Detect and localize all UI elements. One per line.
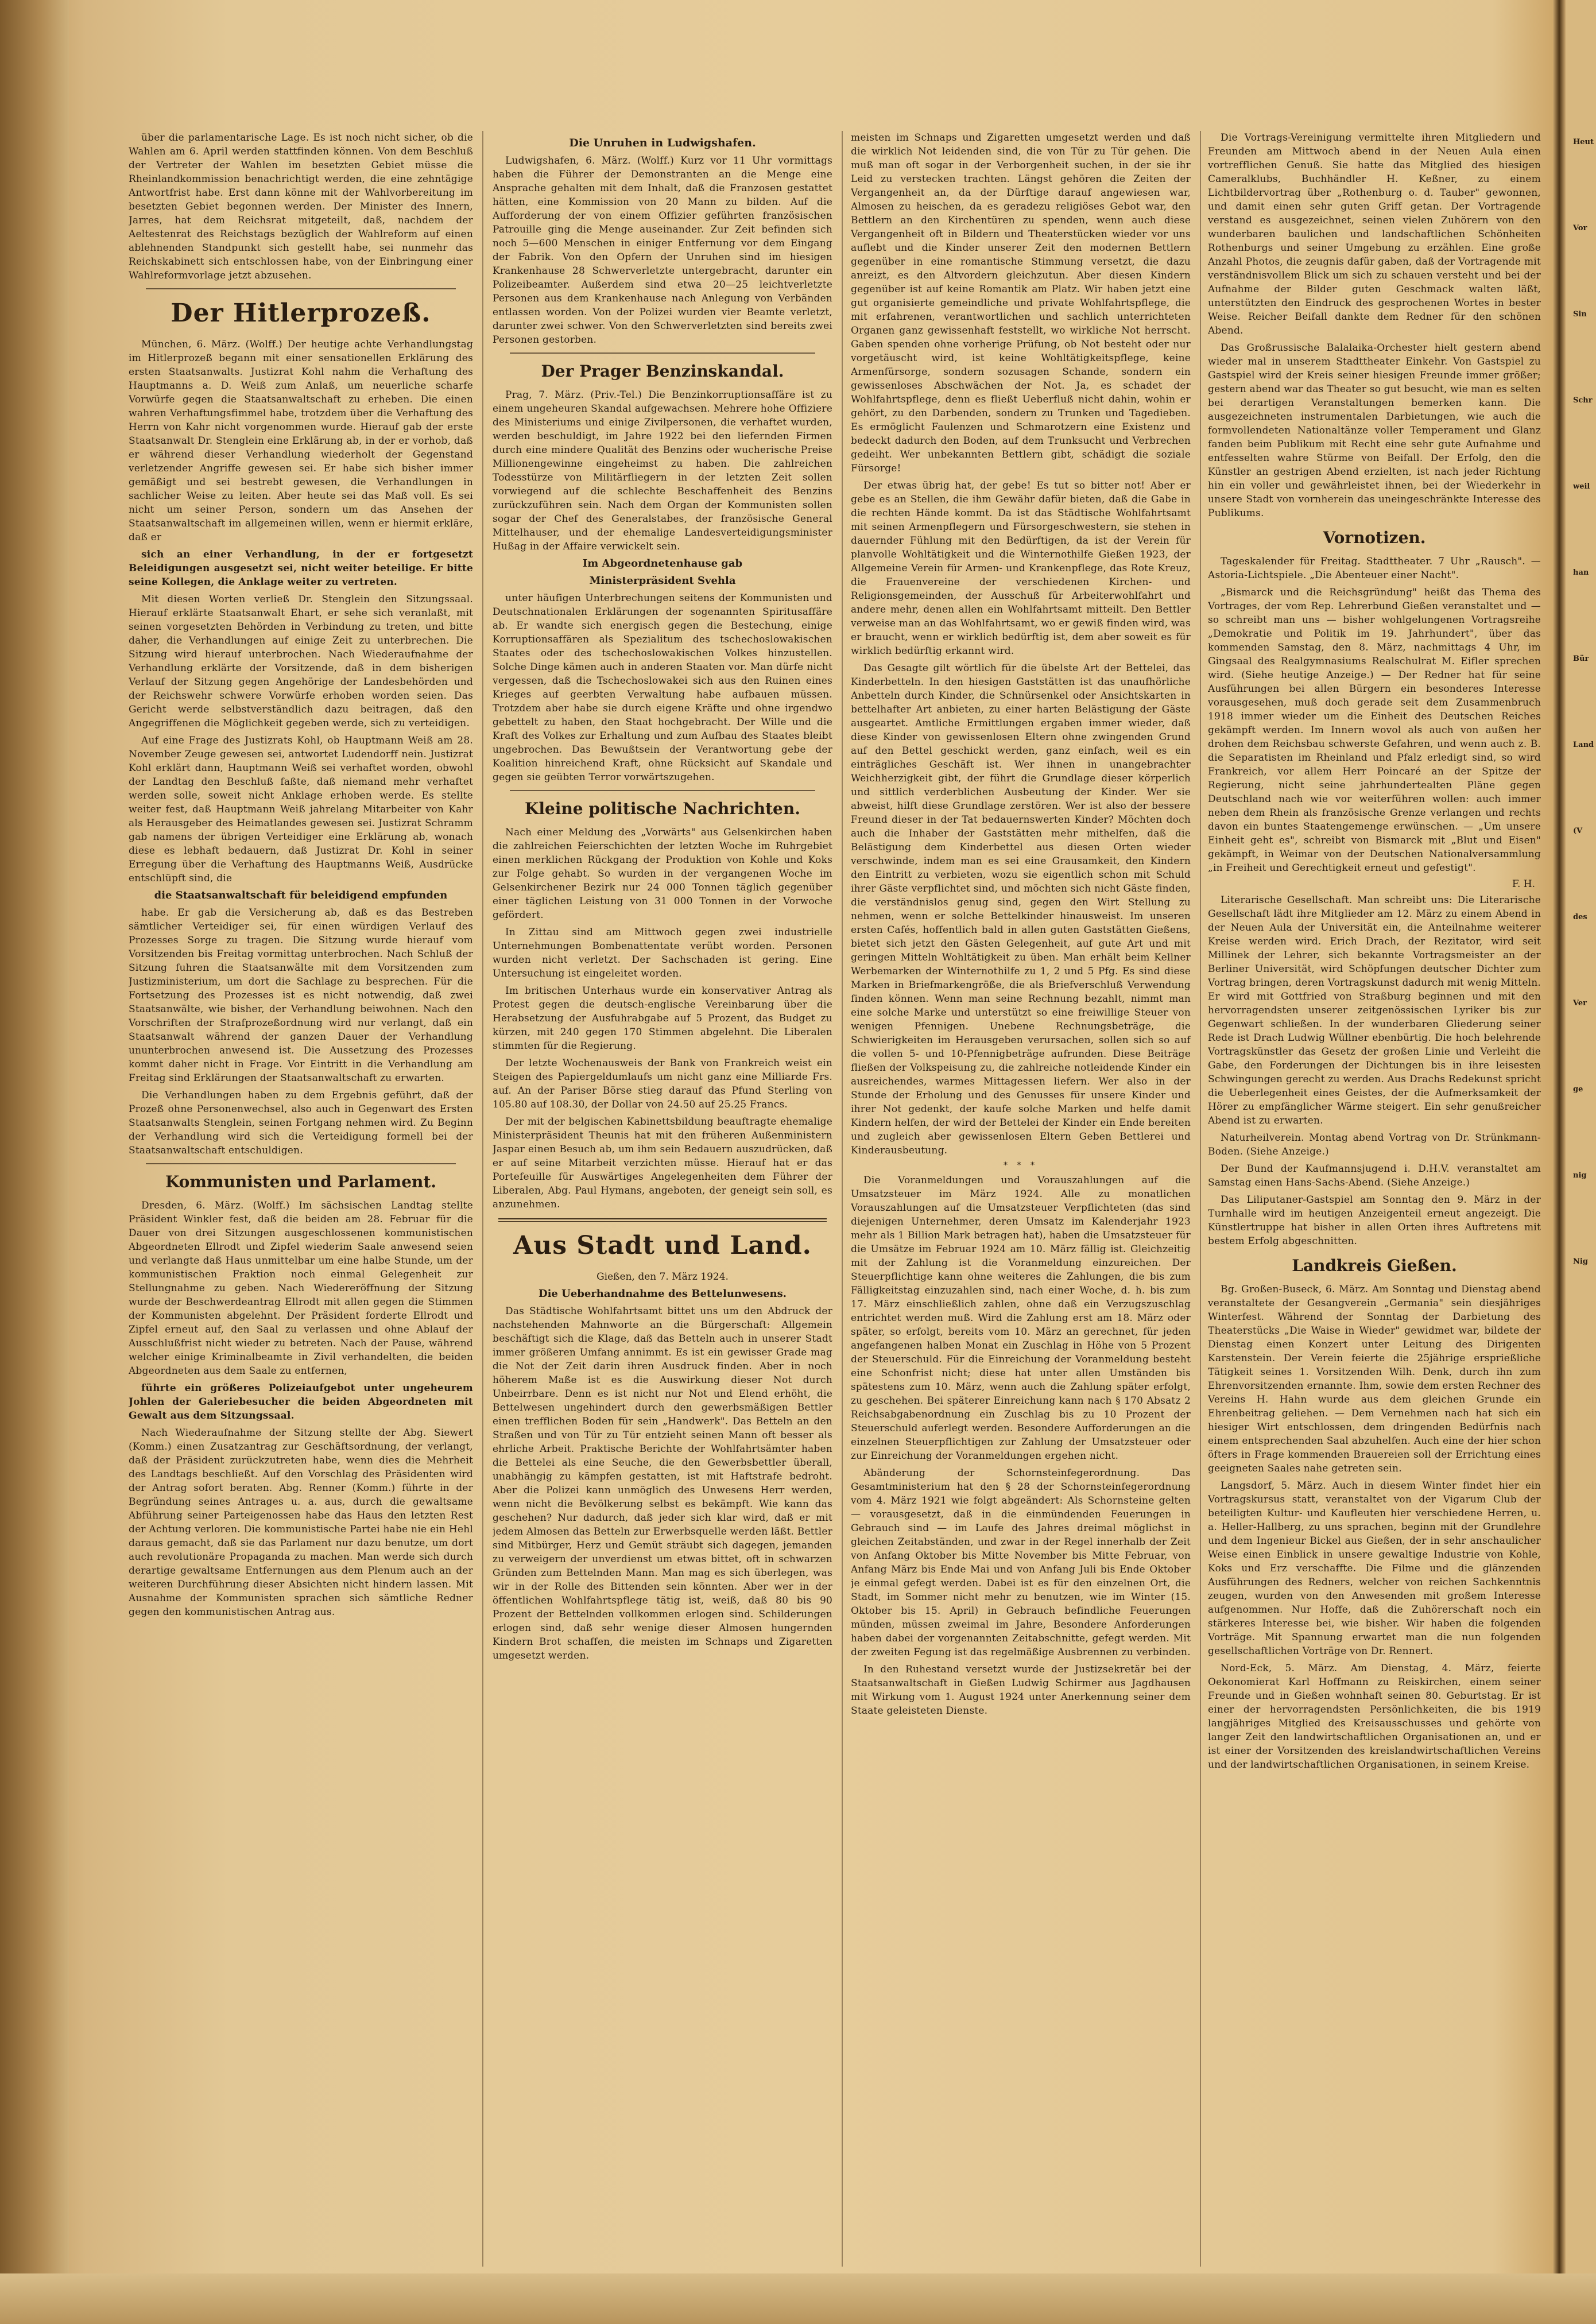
article-paragraph: über die parlamentarische Lage. Es ist noch nicht sicher, ob die Wahlen am 6. April werden stattfinden können. Von dem Beschluß der Vertreter der Wahlen im besetzten Gebiet müsse die Rheinlandkommission benachrichtigt werden, die eine zehntägige Antwortfrist habe. Erst dann könne mit der Wahlvorbereitung im besetzten Gebiet begonnen werden. Der Minister des Innern, Jarres, hat dem Reichsrat mitgeteilt, daß, nachdem der Aeltestenrat des Reichstags bezüglich der Wahlreform auf einen ablehnenden Standpunkt sich gestellt habe, sei nunmehr das Reichskabinett sich entschlossen habe, von der Einbringung einer Wahlreformvorlage jetzt abzusehen. <box>129 132 473 281</box>
signature: F. H. <box>1512 878 1535 890</box>
subheading: Im Abgeordnetenhause gab <box>582 557 743 570</box>
adjacent-page-fragment: Schr <box>1573 396 1593 405</box>
article-paragraph: Die Voranmeldungen und Vorauszahlungen auf die Umsatzsteuer im März 1924. Alle zu monatlichen Vorauszahlungen auf die Umsatzsteuer Verpflichteten (das sind diejenigen Unternehmer, deren Umsatz im Kalenderjahr 1923 mehr als 1 Billion Mark betragen hat), haben die Umsatzsteuer für die Umsätze im Februar 1924 am 10. März fällig ist. Gleichzeitig mit der Zahlung ist die Voranmeldung einzureichen. Der Steuerpflichtige kann ohne weiteres die Zahlungen, die bis zum Fälligkeitstag einzuzahlen sind, nach einer Woche, d. h. bis zum 17. März einschließlich zahlen, ohne daß ein Verzugszuschlag entrichtet werden muß. Wird die Zahlung erst am 18. März oder später, so erfolgt, bereits vom 10. März an gerechnet, für jeden angefangenen halben Monat ein Zuschlag in Höhe von 5 Prozent der Steuerschuld. Für die Einreichung der Voranmeldung besteht eine Schonfrist nicht; diese hat unter allen Umständen bis spätestens zum 10. März, wenn auch die Zahlung später erfolgt, zu geschehen. Bei späterer Einreichung kann nach § 170 Absatz 2 Reichsabgabenordnung ein Zuschlag bis zu 10 Prozent der Steuerschuld auferlegt werden. Besondere Aufforderungen an die einzelnen Steuerpflichtigen zur Zahlung der Umsatzsteuer oder zur Einreichung der Voranmeldungen ergehen nicht. <box>851 1175 1191 1462</box>
article-paragraph: München, 6. März. (Wolff.) Der heutige achte Verhandlungstag im Hitlerprozeß begann mit einer sensationellen Erklärung des ersten Staatsanwalts. Justizrat Kohl nahm die Verhaftung des Hauptmanns a. D. Weiß zum Anlaß, um neuerliche scharfe Vorwürfe gegen die Staatsanwaltschaft zu erheben. Die einen wahren Verhaftungsfimmel habe, trotzdem über die Verhaftung des Herrn von Kahr nicht vorgenommen wurde. Hierauf gab der erste Staatsanwalt Dr. Stenglein eine Erklärung ab, in der er vorhob, daß er während dieser Verhandlung wiederholt der Gegenstand verletzender Angriffe gewesen sei. Er habe sich bisher immer gemäßigt und sei bestrebt gewesen, die Verhandlungen in sachlicher Weise zu leiten. Aber heute sei das Maß voll. Es sei nicht um seiner Person, sondern um das Ansehen der Staatsanwaltschaft im allgemeinen willen, wenn er hiermit erkläre, daß er <box>129 339 473 543</box>
column-rule <box>1200 131 1201 2267</box>
dateline: Gießen, den 7. März 1924. <box>596 1271 729 1283</box>
separator <box>146 1163 456 1164</box>
adjacent-page-fragment: Nig <box>1573 1257 1588 1266</box>
adjacent-page-fragment: han <box>1573 568 1589 577</box>
article-paragraph: Nord-Eck, 5. März. Am Dienstag, 4. März, feierte Oekonomierat Karl Hoffmann zu Reiskirchen, einem seiner Freunde und in Gießen wohnhaft seinen 80. Geburtstag. Er ist einer der hervorragendsten Persönlichkeiten, die bis 1919 langjähriges Mitglied des Kreisausschusses und gehörte von langer Zeit den landwirtschaftlichen Organisationen an, und er ist einer der Vorsitzenden des kreislandwirtschaftlichen Vereins und der landwirtschaftlichen Organisationen, in seinem Kreise. <box>1208 1663 1541 1771</box>
article-paragraph: Tageskalender für Freitag. Stadttheater. 7 Uhr „Rausch". — Astoria-Lichtspiele. „Die Abenteuer einer Nacht". <box>1208 556 1541 581</box>
adjacent-page-fragment: weil <box>1573 482 1590 491</box>
article-paragraph: Die Verhandlungen haben zu dem Ergebnis geführt, daß der Prozeß ohne Personenwechsel, also auch in Gegenwart des Ersten Staatsanwalts Stenglein, seinen Fortgang nehmen wird. Zu Beginn der Verhandlung wird sich die Verteidigung formell bei der Staatsanwaltschaft entschuldigen. <box>129 1090 473 1156</box>
adjacent-page-fragment: des <box>1573 913 1587 921</box>
headline-kleine-nachrichten: Kleine politische Nachrichten. <box>525 799 800 818</box>
headline-prager-benzinskandal: Der Prager Benzinskandal. <box>541 362 784 381</box>
article-paragraph: Nach Wiederaufnahme der Sitzung stellte der Abg. Siewert (Komm.) einen Zusatzantrag zur Geschäftsordnung, der verlangt, daß der Präsident zurückzutreten habe, wenn dies die Mehrheit des Landtags beschließt. Auf den Vorschlag des Präsidenten wird der Antrag sofort beraten. Abg. Renner (Komm.) führte in der Begründung seines Antrages u. a. aus, durch die gewaltsame Abführung seiner Parteigenossen habe das Haus den letzten Rest der Achtung verloren. Die kommunistische Partei habe nie ein Hehl daraus gemacht, daß sie das Parlament nur dazu benutze, um dort auch revolutionäre Propaganda zu machen. Man werde sich durch derartige gewaltsame Entfernungen aus dem Plenum auch an der weiteren Durchführung dieser Absichten nicht hindern lassen. Mit Ausnahme der Kommunisten sprachen sich sämtliche Redner gegen den kommunistischen Antrag aus. <box>129 1427 473 1618</box>
column-rule <box>482 131 483 2267</box>
headline-kommunisten: Kommunisten und Parlament. <box>165 1172 437 1191</box>
article-paragraph: Auf eine Frage des Justizrats Kohl, ob Hauptmann Weiß am 28. November Zeuge gewesen sei, antwortet Ludendorff nein. Justizrat Kohl erklärt dann, Hauptmann Weiß sei verhaftet worden, obwohl der Landtag den Beschluß faßte, daß niemand mehr verhaftet werden solle, soweit nicht Anklage erhoben werde. Es stellte weiter fest, daß Hauptmann Weiß jahrelang Mitarbeiter von Kahr als Herausgeber des Heimatlandes gewesen sei. Justizrat Schramm gab namens der übrigen Verteidiger eine Erklärung ab, wonach diese es lebhaft bedauern, daß Justizrat Dr. Kohl in seiner Erregung über die Verhaftung des Hauptmanns Weiß, Ausdrücke entschlüpft sind, die <box>129 735 473 884</box>
column-3 <box>851 131 1191 2267</box>
headline-hitlerprozess: Der Hitlerprozeß. <box>171 299 431 328</box>
article-paragraph: Im britischen Unterhaus wurde ein konservativer Antrag als Protest gegen die deutsch-englische Vereinbarung über die Herabsetzung der Ausfuhrabgabe auf 5 Prozent, das Budget zu kürzen, mit 240 gegen 170 Stimmen abgelehnt. Die Liberalen stimmten für die Regierung. <box>493 985 832 1052</box>
separator <box>146 288 456 289</box>
article-paragraph: Das Städtische Wohlfahrtsamt bittet uns um den Abdruck der nachstehenden Mahnworte an die Bürgerschaft: Allgemein beschäftigt sich die Klage, daß das Betteln auch in unserer Stadt immer größeren Umfang annimmt. Es ist ein gewisser Grade mag die Not der Zeit darin ihren Ausdruck finden. Aber in noch höherem Maße ist es die Auswirkung dieser Not durch Unbeirrbare. Denn es ist nicht nur Not und Elend erhöht, die Bettelwesen ungehindert durch den gewerbsmäßigen Bettler einen trefflichen Boden für sein „Handwerk". Das Betteln an den Straßen und von Tür zu Tür entzieht seinen Mann oft besser als ehrliche Arbeit. Praktische Berichte der Wohlfahrtsämter haben die Bettelei als eine Seuche, die den Gewerbsbettler überall, unabhängig zu kämpfen gestatten, ist mit Haftstrafe bedroht. Aber die Polizei kann unmöglich des Unwesens Herr werden, wenn nicht die Bevölkerung selbst es bekämpft. Wie kann das geschehen? Nur dadurch, daß jeder sich klar wird, daß er mit jedem Almosen das Betteln zur Erwerbsquelle werden läßt. Bettler sind Mitbürger, Herz und Gemüt sträubt sich dagegen, jemanden zu verweigern der unverdienst um etwas bittet, oft in schwarzen Gründen zum Bettelnden Mann. Man mag es sich überlegen, was wir in der Rolle des Bittenden sein könnten. Aber wer in der öffentlichen Wohlfahrtspflege tätig ist, weiß, daß 80 bis 90 Prozent der Bettelnden vollkommen erlogen sind. Schilderungen erlogen sind, daß sehr wenige dieser Almosen hungernden Kindern Brot schaffen, die meisten im Schnaps und Zigaretten umgesetzt werden. <box>493 1306 832 1661</box>
article-paragraph: Der etwas übrig hat, der gebe! Es tut so bitter not! Aber er gebe es an Stellen, die ihm Gewähr dafür bieten, daß die Gabe in die rechten Hände kommt. Da ist das Städtische Wohlfahrtsamt mit seinen Armenpflegern und Fürsorgeschwestern, sie stehen in dauernder Fühlung mit den Bedürftigen, da ist der Verein für planvolle Wohltätigkeit und die Winternothilfe Gießen 1923, der Allgemeine Verein für Armen- und Krankenpflege, das Rote Kreuz, die Frauenvereine der verschiedenen Kirchen- und Religionsgemeinden, der Ausschuß für Arbeiterwohlfahrt und andere mehr, denen allen ein Wohlfahrtsamt mitteilt. Den Bettler verweise man an das Wohlfahrtsamt, wo er gewiß finden wird, was er braucht, wenn er wirklich bedürftig ist, dem aber soweit es für wirklich bedürftig erkannt wird. <box>851 480 1191 657</box>
adjacent-page-edge <box>1566 0 1596 2324</box>
article-paragraph-bold: sich an einer Verhandlung, in der er fortgesetzt Beleidigungen ausgesetzt sei, nicht weiter beteilige. Er bitte seine Kollegen, die Anklage weiter zu vertreten. <box>129 549 473 588</box>
headline-vornotizen: Vornotizen. <box>1323 528 1426 547</box>
article-paragraph: Das Liliputaner-Gastspiel am Sonntag den 9. März in der Turnhalle wird im heutigen Anzeigenteil erneut angezeigt. Die Künstlertruppe hat bisher in allen Orten ihres Auftretens mit bestem Erfolg abgeschnitten. <box>1208 1194 1541 1247</box>
column-4 <box>1208 131 1541 2267</box>
subheading: Ministerpräsident Svehla <box>589 575 736 587</box>
article-paragraph: Das Gesagte gilt wörtlich für die übelste Art der Bettelei, das Kinderbetteln. In den hiesigen Gaststätten ist das unaufhörliche Anbetteln durch Kinder, die Schnürsenkel oder Ansichtskarten in bettelhafter Art anbieten, zu einer harten Belästigung der Gäste ausgeartet. Amtliche Ermittlungen ergaben immer wieder, daß diese Kinder von gewissenlosen Eltern ohne zwingenden Grund auf den Bettel geschickt werden, ganz einfach, weil es ein einträgliches Geschäft ist. Wer ihnen in unangebrachter Weichherzigkeit gibt, der führt die Grundlage dieser körperlich und sittlich verderblichen Ausbeutung der Kinder. Wer sie abweist, hilft diese Grundlage zerstören. Wer ist also der bessere Freund dieser in der Tat bedauernswerten Kinder? Möchten doch auch die Inhaber der Gaststätten mehr mithelfen, daß die Belästigung dem Kinderbettel aus diesen Orten wieder verschwinde, indem man es sei eine Grausamkeit, den Kindern den Eintritt zu verbieten, wozu sie eigentlich schon mit Schuld ihrer Gäste verpflichtet sind, und möchten sich nicht Gäste finden, die verständnislos genug sind, gegen den Wirt Stellung zu nehmen, wenn er solche Bettelkinder hinausweist. Im unseren ersten Cafés, hoffentlich bald in allen guten Gaststätten Gießens, bietet sich jetzt den Gästen Gelegenheit, auf gute Art und mit geringen Mitteln Wohltätigkeit zu üben. Man erhält beim Kellner Werbemarken der Winternothilfe zu 1, 2 und 5 Pfg. Es sind diese Marken in Briefmarkengröße, die als Briefverschluß Verwendung finden können. Wenn man seine Rechnung bezahlt, nimmt man eine solche Marke und unterstützt so eine freiwillige Steuer von wenigen Pfennigen. Unebene Rechnungsbeträge, die Schwierigkeiten im Herausgeben verursachen, sollen sich so auf die vollen 5- und 10-Pfennigbeträge aufrunden. Diese Beiträge fließen der Volkspeisung zu, die zahlreiche notleidende Kinder ein ausreichendes, warmes Mittagessen liefern. Wer also in der Stunde der Erholung und des Genusses für unsere Kinder und ihrer Not gedenkt, der kaufe solche Marken und helfe damit Kindern helfen, der wird der Bettelei der Kinder ein Ende bereiten und zugleich aber gewissenlosen Eltern Geben Bettlerei und Kinderausbeutung. <box>851 663 1191 1156</box>
page-gutter <box>1553 0 1566 2324</box>
article-paragraph-bold: führte ein größeres Polizeiaufgebot unter ungeheurem Johlen der Galeriebesucher die beiden Abgeordneten mit Gewalt aus dem Sitzungssaal. <box>129 1382 473 1421</box>
separator <box>510 790 815 791</box>
star-divider: * * * <box>1004 1161 1038 1170</box>
adjacent-page-fragment: Heut <box>1573 138 1594 146</box>
article-paragraph: Der mit der belgischen Kabinettsbildung beauftragte ehemalige Ministerpräsident Theunis hat mit den früheren Außenministern Jaspar einen Besuch ab, um ihm sein Bedauern auszudrücken, daß er auf seine Mitarbeit verzichten müsse. Hierauf hat er das Portefeuille für Auswärtiges Angelegenheiten dem Führer der Liberalen, Abg. Paul Hymans, angeboten, der geneigt sein soll, es anzunehmen. <box>493 1116 832 1210</box>
article-paragraph: Prag, 7. März. (Priv.-Tel.) Die Benzinkorruptionsaffäre ist zu einem ungeheuren Skandal aufgewachsen. Mehrere hohe Offiziere des Ministeriums und einige Zivilpersonen, die verhaftet wurden, werden beschuldigt, im Jahre 1922 bei den liefernden Firmen durch eine mindere Qualität des Benzins oder wucherische Preise Millionengewinne eingeheimst zu haben. Die zahlreichen Todesstürze von Militärfliegern in der letzten Zeit sollen vorwiegend auf die schlechte Beschaffenheit des Benzins zurückzuführen sein. Nach dem Organ der Kommunisten sollen sogar der Chef des Generalstabes, der französische General Mittelhauser, und der ehemalige Landesverteidigungsminister Hußag in der Affaire verwickelt sein. <box>493 389 832 552</box>
adjacent-page-fragment: Bür <box>1573 654 1589 663</box>
adjacent-page-fragment: Ver <box>1573 999 1587 1008</box>
article-paragraph: Mit diesen Worten verließ Dr. Stenglein den Sitzungssaal. Hierauf erklärte Staatsanwalt Ehart, er sehe sich veranlaßt, mit seinen vorgesetzten Behörden in Verbindung zu treten, und bitte daher, die Verhandlungen auf einige Zeit zu unterbrechen. Die Sitzung wird hierauf unterbrochen. Nach Wiederaufnahme der Verhandlung erklärte der Vorsitzende, daß in dem bisherigen Verlauf der Sitzung gegen Angehörige der Landesbehörden und der Reichswehr schwere Vorwürfe erhoben worden seien. Das Gericht werde selbstverständlich dazu beitragen, daß den Angegriffenen die Möglichkeit gegeben werde, sich zu verteidigen. <box>129 594 473 729</box>
adjacent-page-fragment: Sin <box>1573 310 1587 319</box>
subheading: Die Ueberhandnahme des Bettelunwesens. <box>538 1288 787 1300</box>
article-paragraph: In den Ruhestand versetzt wurde der Justizsekretär bei der Staatsanwaltschaft in Gießen Ludwig Schirmer aus Jagdhausen mit Wirkung vom 1. August 1924 unter Anerkennung seiner dem Staate geleisteten Dienste. <box>851 1664 1191 1717</box>
article-paragraph: Der letzte Wochenausweis der Bank von Frankreich weist ein Steigen des Papiergeldumlaufs um nicht ganz eine Milliarde Frs. auf. An der Pariser Börse stieg darauf das Pfund Sterling von 105.80 auf 108.30, der Dollar von 24.50 auf 25.25 Francs. <box>493 1058 832 1110</box>
article-paragraph: Bg. Großen-Buseck, 6. März. Am Sonntag und Dienstag abend veranstaltete der Gesangverein „Germania" sein diesjähriges Winterfest. Während der Sonntag der Darbietung des Theaterstücks „Die Waise in Wieder" gewidmet war, bildete der Dienstag einen Konzert unter Leitung des Dirigenten Karstenstein. Der Verein feierte die 25jährige ersprießliche Tätigkeit seines 1. Vorsitzenden Wilh. Denk, durch ihn zum Ehrenvorsitzenden ernannte. Ihm, sowie dem ersten Rechner des Vereins H. Hahn wurde aus dem gleichen Grunde ein Ehrenbeitrag geliehen. — Dem Vernehmen nach hat sich ein hiesiger Wirt entschlossen, dem dringenden Bedürfnis nach einem entsprechenden Saal abzuhelfen. Auch eine der hier schon öfters in Frage kommenden Brauereien soll der Errichtung eines geeigneten Saales nahe getreten sein. <box>1208 1284 1541 1474</box>
headline-ludwigshafen: Die Unruhen in Ludwigshafen. <box>569 137 756 149</box>
headline-landkreis-giessen: Landkreis Gießen. <box>1292 1256 1457 1275</box>
column-1 <box>129 131 473 2267</box>
article-paragraph: Naturheilverein. Montag abend Vortrag von Dr. Strünkmann-Boden. (Siehe Anzeige.) <box>1208 1132 1541 1157</box>
adjacent-page-fragment: ge <box>1573 1085 1583 1094</box>
article-paragraph: Literarische Gesellschaft. Man schreibt uns: Die Literarische Gesellschaft lädt ihre Mitglieder am 12. März zu einem Abend in der Neuen Aula der Universität ein, die Anteilnahme weiterer Kreise werden wird. Erich Drach, der Rezitator, wird seit Millinek der Lehrer, sich bekannte Vortragsmeister an der Berliner Universität, wird Schöpfungen deutscher Dichter zum Vortrag bringen, deren Vortragskunst dadurch mit wenig Mitteln. Er wird mit Gottfried von Straßburg beginnen und mit den hervorragendsten unserer zeitgenössischen Lyriker bis zur Gegenwart schließen. In der wunderbaren Gliederung seiner Rede ist Drach Ludwig Wüllner ebenbürtig. Die hoch belehrende Vortragskünstler das Gesetz der großen Linie und Verleiht die Gabe, den Forderungen der Dichtungen bis in ihre leisesten Schwingungen gerecht zu werden. Aus Drachs Redekunst spricht die Ueberlegenheit eines Geistes, der die Aufmerksamkeit der Hörer zu empfänglicher Wärme steigert. Ein sehr genußreicher Abend ist zu erwarten. <box>1208 894 1541 1126</box>
separator <box>510 353 815 354</box>
page-bottom-edge <box>0 2273 1596 2324</box>
article-paragraph: Ludwigshafen, 6. März. (Wolff.) Kurz vor 11 Uhr vormittags haben die Führer der Demonstranten an die Menge eine Ansprache gehalten mit dem Inhalt, daß die Franzosen gestattet hätten, eine Kommission von 20 Mann zu bilden. Auf die Aufforderung der von einem Offizier geführten französischen Patrouille ging die Menge auseinander. Zur Zeit befinden sich noch 5—600 Menschen in einiger Entfernung vor dem Eingang der Fabrik. Von den Opfern der Unruhen sind im hiesigen Krankenhause 28 Schwerverletzte untergebracht, darunter ein Polizeibeamter. Außerdem sind etwa 20—25 leichtverletzte Personen aus dem Krankenhause nach Anlegung von Verbänden entlassen worden. Von der Polizei wurden vier Beamte verletzt, darunter zwei schwer. Von den Schwerverletzten sind bereits zwei Personen gestorben. <box>493 155 832 346</box>
article-paragraph: Das Großrussische Balalaika-Orchester hielt gestern abend wieder mal in unserem Stadttheater Einkehr. Von Gastspiel zu Gastspiel wird der Kreis seiner hiesigen Freunde immer größer; gestern abend war das Theater so gut besucht, wie man es selten bei derartigen Veranstaltungen bemerken kann. Die ausgezeichneten instrumentalen Darbietungen, wie auch die formvollendeten Nationaltänze voller Temperament und Glanz fanden beim Publikum mit Recht eine sehr gute Aufnahme und entfesselten wahre Stürme von Beifall. Der Erfolg, den die Künstler an gestrigen Abend erzielten, ist nach jeder Richtung hin ein voller und gewährleistet ihnen, bei der Wiederkehr in unsere Stadt von vornherein das uneingeschränkte Interesse des Publikums. <box>1208 342 1541 519</box>
article-paragraph: Der Bund der Kaufmannsjugend i. D.H.V. veranstaltet am Samstag einen Hans-Sachs-Abend. (Siehe Anzeige.) <box>1208 1163 1541 1188</box>
column-2 <box>493 131 832 2267</box>
article-paragraph: Langsdorf, 5. März. Auch in diesem Winter findet hier ein Vortragskursus statt, veranstaltet von der Vigarum Club der beteiligten Kultur- und Kaufleuten hier verschiedene Herren, u. a. Heller-Hallberg, zu uns sprachen, beginn mit der Grundlehre und dem Ingenieur Bickel aus Gießen, der in sehr anschaulicher Weise einen Einblick in unsere gewaltige Industrie von Kohle, Koks und Erz verschaffte. Die Filme und die glänzenden Ausführungen des Redners, welcher von reichen Sachkenntnis zeugen, wurden von den Anwesenden mit großem Interesse aufgenommen. Nur Hoffe, daß die Zuhörerschaft noch ein stärkeres Interesse bei, wie bisher. Wir haben die folgenden Vorträge. Mit Spannung erwartet man die nun folgenden gesellschaftlichen Vorträge von Dr. Rennert. <box>1208 1480 1541 1657</box>
article-paragraph: unter häufigen Unterbrechungen seitens der Kommunisten und Deutschnationalen Erklärungen der sogenannten Spiritusaffäre ab. Er wandte sich energisch gegen die Bestechung, einige Korruptionsaffären als Spezialitum des tschechoslowakischen Staates oder des tschechoslowakischen Volkes hinzustellen. Solche Dinge kämen auch in anderen Staaten vor. Man dürfe nicht vergessen, daß die Tschechoslowakei sich aus den Ruinen eines Krieges auf geerbten Verwaltung habe aufbauen müssen. Trotzdem aber habe sie durch eigene Kräfte und ohne irgendwo gebettelt zu haben, den Staat hochgebracht. Der Wille und die Kraft des Volkes zur Erhaltung und zum Aufbau des Staates bleibt ungebrochen. Das Bewußtsein der Verantwortung gebe der Koalition hinreichend Kraft, ohne Rücksicht auf Skandale und gegen sie geübten Terror vorwärtszugehen. <box>493 592 832 783</box>
adjacent-page-fragment: nig <box>1573 1171 1587 1180</box>
article-paragraph: meisten im Schnaps und Zigaretten umgesetzt werden und daß die wirklich Not leidenden sind, die von Tür zu Tür gehen. Die muß man oft sogar in der Verborgenheit suchen, in der sie ihr Leid zu verstecken trachten. Längst gehören die Zeiten der Vergangenheit an, da der Dürftige darauf angewiesen war, Almosen zu heischen, da es geradezu religiöses Gebot war, den Bettlern an den Kirchentüren zu spenden, wenn auch diese Vergangenheit oft in Bildern und Theaterstücken wieder vor uns auflebt und die Kinder unserer Zeit den modernen Bettlern gegenüber in eine romantische Stimmung versetzt, die dazu anreizt, es den Altvordern gleichzutun. Aber diesen Kindern gegenüber ist auf keine Romantik am Platz. Wir haben jetzt eine gut organisierte gemeindliche und private Wohlfahrtspflege, die mit erfahrenen, verantwortlichen und sachlich unterrichteten Organen ganz gewissenhaft feststellt, wo wirkliche Not herrscht. Gaben spenden ohne vorherige Prüfung, ob Not besteht oder nur vorgetäuscht wird, ist keine Wohltätigkeitspflege, keine Armenfürsorge, sondern sozusagen Schande, sondern ein gewissenloses Abschwächen der Not. Ja, es schadet der Wohlfahrtspflege, denn es fließt Ueberfluß nicht dahin, wohin er gehört, zu den Darbenden, sondern zu Trunken und Tagedieben. Es ermöglicht Faulenzen und Schmarotzern eine Existenz und bedeckt dadurch den Boden, auf dem Trunksucht und Verbrechen gedeiht. Wer unbekannten Bettlern gibt, schädigt die soziale Fürsorge! <box>851 132 1191 474</box>
column-rule <box>842 131 843 2267</box>
article-paragraph: Dresden, 6. März. (Wolff.) Im sächsischen Landtag stellte Präsident Winkler fest, daß die beiden am 28. Februar für die Dauer von drei Sitzungen ausgeschlossenen kommunistischen Abgeordneten Ellrodt und Zipfel wiederim Saale anwesend seien und verlangte daß Haus unmittelbar um eine halbe Stunde, um der kommunistischen Fraktion noch einmal Gelegenheit zur Stellungnahme zu geben. Nach Wiedereröffnung der Sitzung wurde der Beschwerdeantrag Ellrodt mit allen gegen die Stimmen der Kommunisten abgelehnt. Der Präsident forderte Ellrodt und Zipfel erneut auf, den Saal zu verlassen und ohne Ablauf der Ausschlußfrist nicht wieder zu betreten. Nach der Pause, während welcher einige Kriminalbeamte in Zivil verhandelten, die beiden Abgeordneten aus dem Saale zu entfernen, <box>129 1200 473 1377</box>
headline-aus-stadt-und-land: Aus Stadt und Land. <box>513 1231 812 1260</box>
binding-margin <box>0 0 69 2324</box>
article-paragraph: habe. Er gab die Versicherung ab, daß es das Bestreben sämtlicher Verteidiger sei, für einen würdigen Verlauf des Prozesses Sorge zu tragen. Die Sitzung wurde hierauf vom Vorsitzenden bis Freitag vormittag unterbrochen. Nach Schluß der Sitzung fuhren die Staatsanwälte mit dem Vorsitzenden zum Justizministerium, um dort die Sachlage zu besprechen. Für die Fortsetzung des Prozesses ist es nicht notwendig, daß zwei Staatsanwälte, wie bisher, der Verhandlung beiwohnen. Nach den Vorschriften der Strafprozeßordnung wird nur verlangt, daß ein Staatsanwalt während der ganzen Dauer der Verhandlung ununterbrochen anwesend ist. Die Aussetzung des Prozesses kommt daher nicht in Frage. Vor Eintritt in die Verhandlung am Freitag sind Erklärungen der Staatsanwaltschaft zu erwarten. <box>129 907 473 1084</box>
article-paragraph: Abänderung der Schornsteinfegerordnung. Das Gesamtministerium hat den § 28 der Schornsteinfegerordnung vom 4. März 1921 wie folgt abgeändert: Als Schornsteine gelten — vorausgesetzt, daß in die einmündenden Feuerungen in Gebrauch sind — im Laufe des Jahres dreimal möglichst in gleichen Zeitabständen, und zwar in der Regel innerhalb der Zeit von Anfang Oktober bis Mitte November bis Mitte Februar, von Anfang März bis Ende Mai und von Anfang Juli bis Ende Oktober je einmal gefegt werden. Dabei ist es für den einzelnen Ort, die Stadt, im Sommer nicht mehr zu benutzen, wie im Winter (15. Oktober bis 15. April) in Gebrauch befindliche Feuerungen münden, müssen zweimal im Jahre, Besondere Anforderungen haben dabei der vorgenannten Zeitabschnitte, gefegt werden. Mit der zweiten Fegung ist das regelmäßige Ausbrennen zu verbinden. <box>851 1467 1191 1658</box>
article-paragraph: Nach einer Meldung des „Vorwärts" aus Gelsenkirchen haben die zahlreichen Feierschichten der letzten Woche im Ruhrgebiet einen merklichen Rückgang der Produktion von Kohle und Koks zur Folge gehabt. So wurden in der vergangenen Woche im Gelsenkirchener Bezirk nur 24 000 Tonnen täglich gegenüber einer täglichen Leistung von 31 000 Tonnen in der Vorwoche gefördert. <box>493 827 832 921</box>
subheading: die Staatsanwaltschaft für beleidigend empfunden <box>154 889 448 901</box>
article-paragraph: „Bismarck und die Reichsgründung" heißt das Thema des Vortrages, der vom Rep. Lehrerbund Gießen veranstaltet und — so schreibt man uns — bisher wohlgelungenen Vortragsreihe „Demokratie und Politik im 19. Jahrhundert", über das kommenden Samstag, den 8. März, nachmittags 4 Uhr, im Gingsaal des Realgymnasiums Realschulrat M. Eifler sprechen wird. (Siehe heutige Anzeige.) — Der Redner hat für seine Ausführungen bei allen Bürgern ein besonderes Interesse vorausgesehen, muß doch gerade seit dem Zusammenbruch 1918 immer wieder um die Einheit des Deutschen Reiches gekämpft werden. Im Innern wovol als auch von außen her drohen dem Reichsbau schwerste Gefahren, und wenn auch z. B. die Separatisten im Rheinland und Pfalz erledigt sind, so wird Frankreich, vor allem Herr Poincaré an der Spitze der Regierung, nicht seine jahrhundertealten Pläne gegen Deutschland nach wie vor weiterführen wollen: auch immer neben dem Rhein als französische Grenze verlangen und rechts davon ein buntes Staatengemenge erwünschen. — „Um unsere Einheit geht es", schreibt von Bismarck mit „Blut und Eisen" gekämpft, in Weimar von der Deutschen Nationalversammlung „in Freiheit und Gerechtigkeit erneut und gefestigt". <box>1208 587 1541 874</box>
article-paragraph: Die Vortrags-Vereinigung vermittelte ihren Mitgliedern und Freunden am Mittwoch abend in der Neuen Aula einen vortrefflichen Genuß. Sie hatte das Mitglied des hiesigen Cameralklubs, Buchhändler H. Keßner, zu einem Lichtbildervortrag über „Rothenburg o. d. Tauber" gewonnen, und damit einen sehr guten Griff getan. Der Vortragende verstand es ausgezeichnet, seinen vielen Zuhörern von den wunderbaren baulichen und landschaftlichen Schönheiten Rothenburgs und seiner Umgebung zu erzählen. Eine große Anzahl Photos, die zeugnis dafür gaben, daß der Vortragende mit verständnisvollem Blick um sich zu schauen versteht und bei der Aufnahme der Bilder guten Geschmack walten läßt, unterstützten den Eindruck des gesprochenen Wortes in bester Weise. Reicher Beifall dankte dem Redner für den schönen Abend. <box>1208 132 1541 336</box>
adjacent-page-fragment: Vor <box>1573 224 1587 233</box>
adjacent-page-fragment: Land <box>1573 741 1594 749</box>
adjacent-page-fragment: (V <box>1573 827 1583 835</box>
double-rule <box>498 1218 827 1222</box>
article-paragraph: In Zittau sind am Mittwoch gegen zwei industrielle Unternehmungen Bombenattentate verübt worden. Personen wurden nicht verletzt. Der Sachschaden ist gering. Eine Untersuchung ist eingeleitet worden. <box>493 927 832 979</box>
